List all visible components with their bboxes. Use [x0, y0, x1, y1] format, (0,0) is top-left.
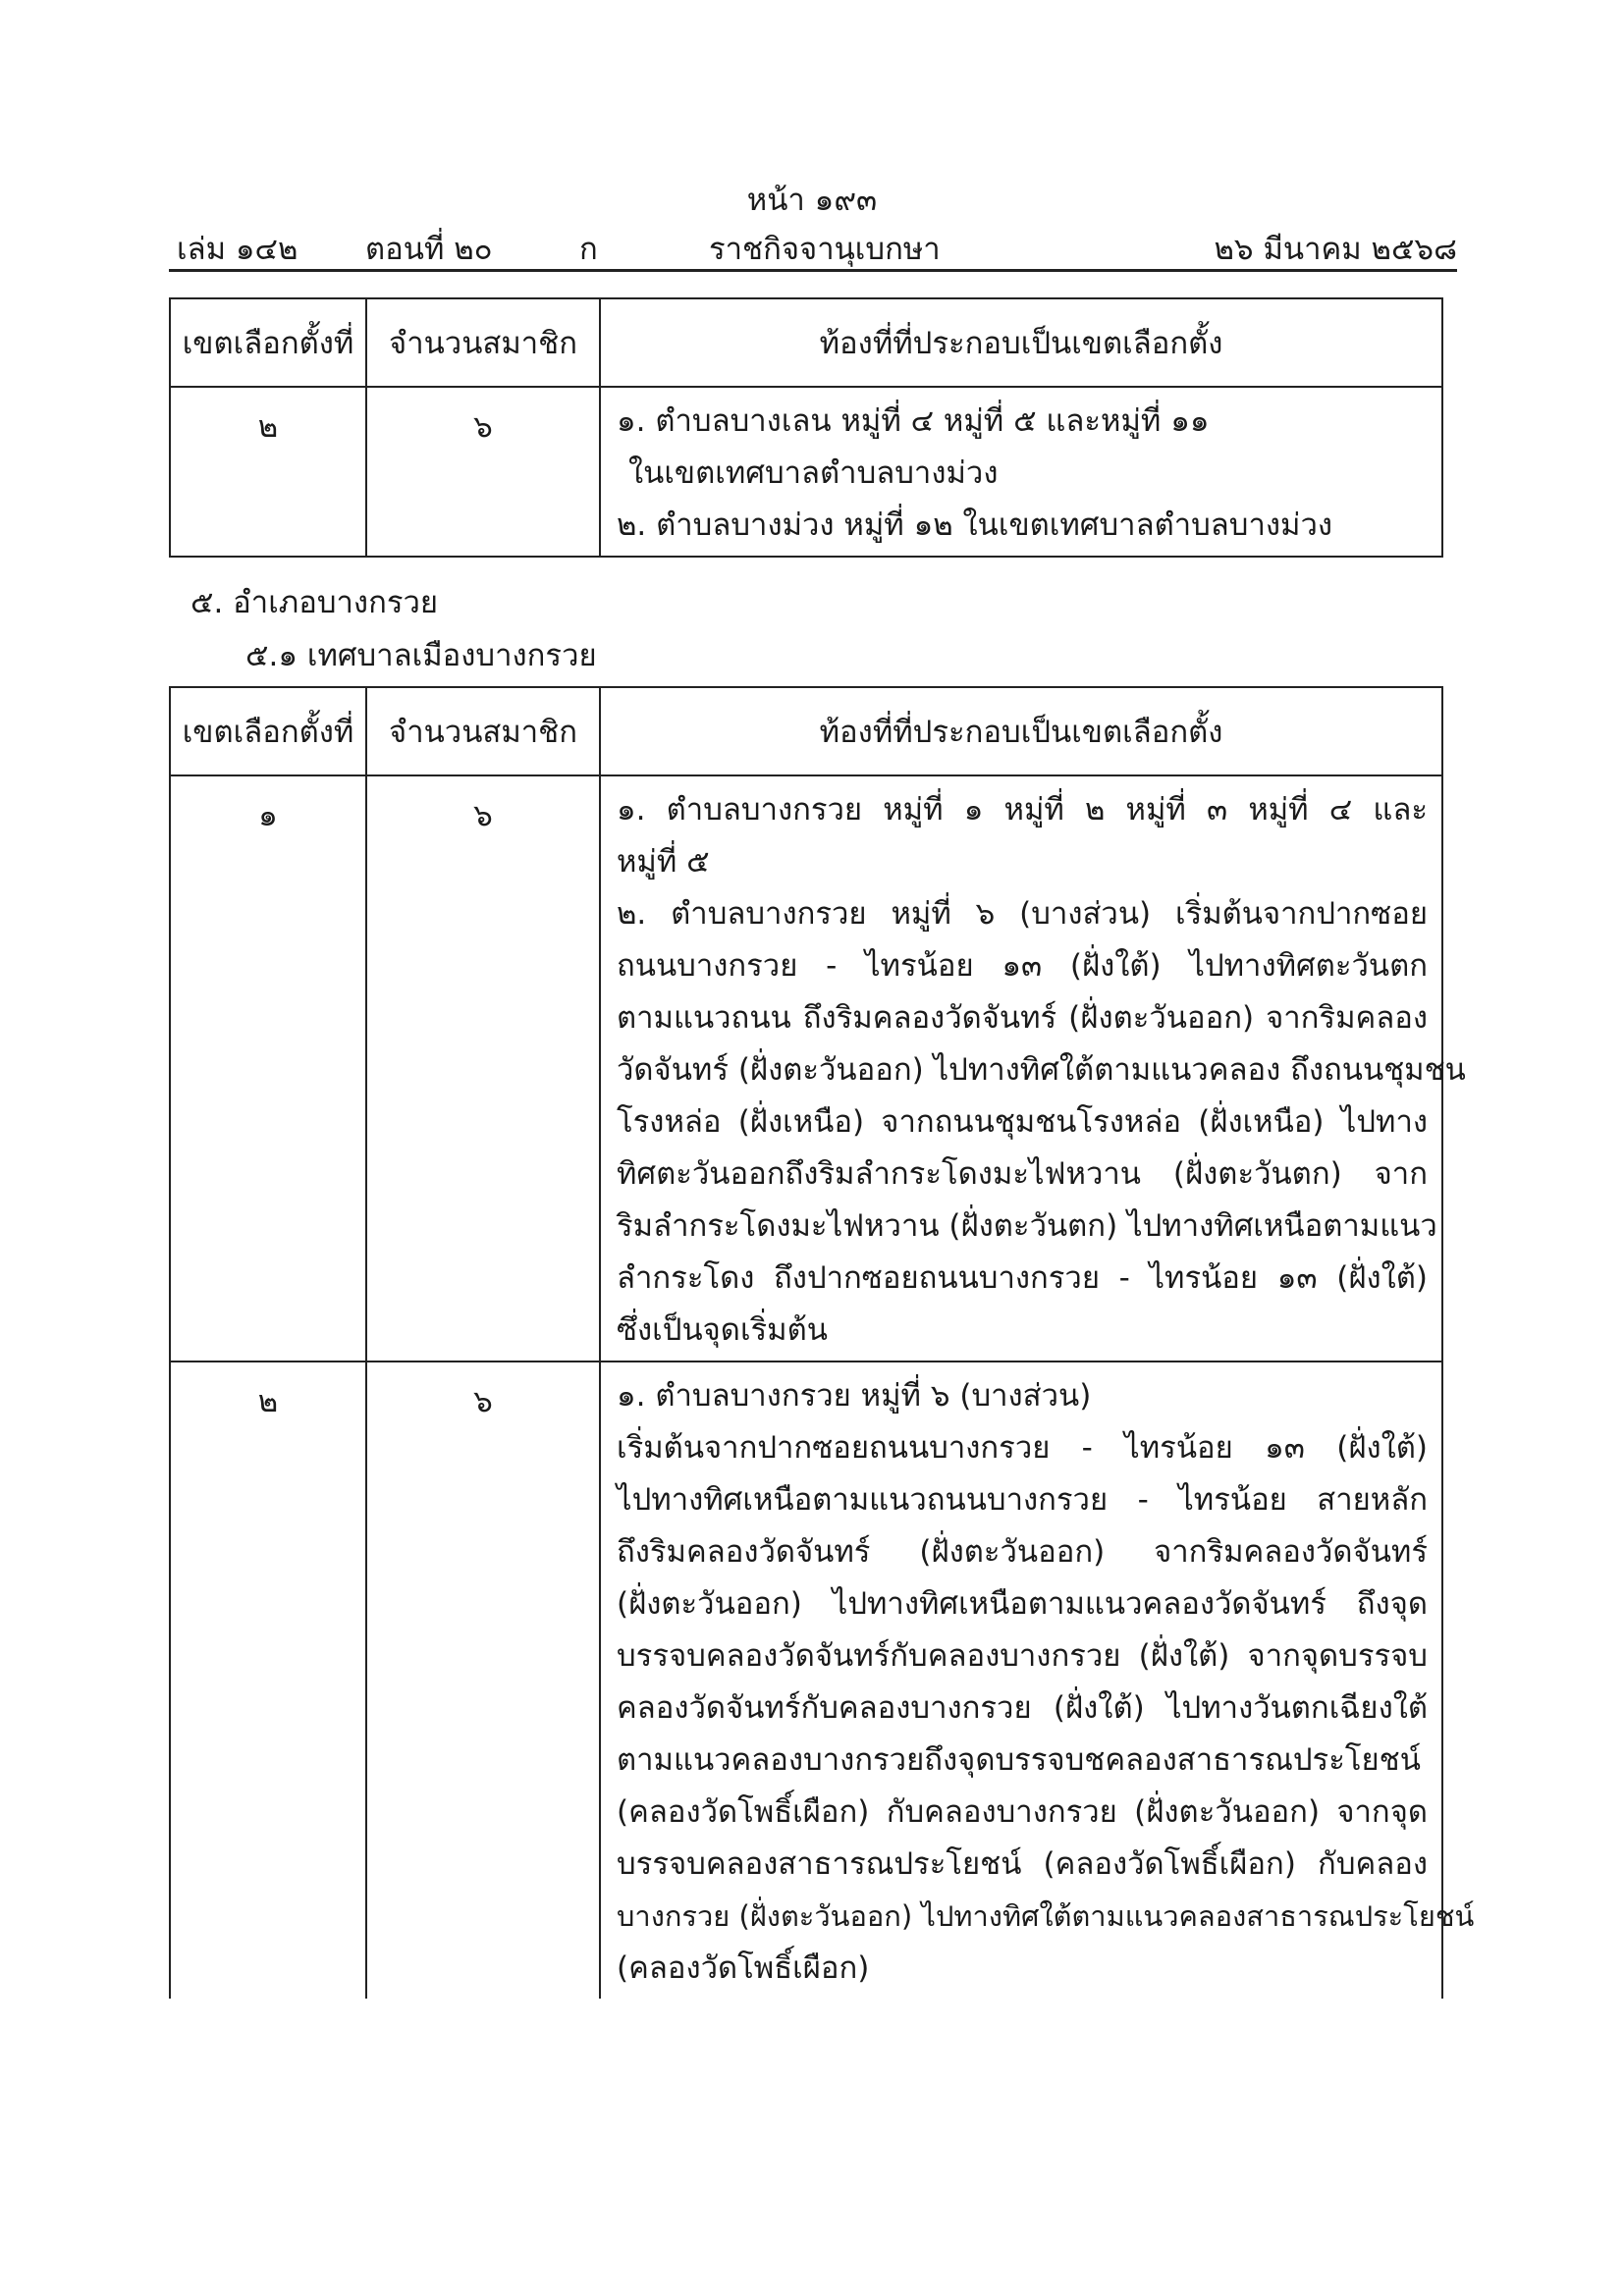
page-number: หน้า ๑๙๓: [746, 183, 878, 218]
publication-date: ๒๖ มีนาคม ๒๕๖๘: [1214, 232, 1457, 267]
section-heading: ๕. อำเภอบางกรวย: [190, 585, 439, 620]
area-line: บรรจบคลองวัดจันทร์กับคลองบางกรวย (ฝั่งใต้) จากจุดบรรจบ: [617, 1638, 1428, 1674]
area-line: (คลองวัดโพธิ์เผือก): [617, 1950, 870, 1986]
col-members-header: จำนวนสมาชิก: [366, 298, 600, 387]
table-header-row: [170, 687, 1442, 775]
publication-name: ราชกิจจานุเบกษา: [709, 232, 941, 267]
member-count: ๖: [366, 1362, 600, 1999]
area-description: [600, 1362, 1475, 1999]
col-area-header: ท้องที่ที่ประกอบเป็นเขตเลือกตั้ง: [600, 687, 1442, 775]
area-line: ถึงริมคลองวัดจันทร์ (ฝั่งตะวันออก) จากริมคลองวัดจันทร์: [617, 1534, 1428, 1570]
table-row: [170, 775, 1442, 1362]
area-line: (ฝั่งตะวันออก) ไปทางทิศเหนือตามแนวคลองวัดจันทร์ ถึงจุด: [617, 1586, 1428, 1622]
area-line: ๑. ตำบลบางกรวย หมู่ที่ ๑ หมู่ที่ ๒ หมู่ที่ ๓ หมู่ที่ ๔ และ: [617, 792, 1428, 828]
area-line: ๒. ตำบลบางกรวย หมู่ที่ ๖ (บางส่วน) เริ่มต้นจากปากซอย: [617, 896, 1428, 932]
member-count: ๖: [366, 387, 600, 557]
area-line: วัดจันทร์ (ฝั่งตะวันออก) ไปทางทิศใต้ตามแนวคลอง ถึงถนนชุมชน: [617, 1052, 1466, 1088]
gazette-header: [169, 224, 1457, 269]
area-line: บรรจบคลองสาธารณประโยชน์ (คลองวัดโพธิ์เผือก) กับคลอง: [617, 1846, 1428, 1882]
area-line: คลองวัดจันทร์กับคลองบางกรวย (ฝั่งใต้) ไปทางวันตกเฉียงใต้: [617, 1690, 1428, 1726]
issue-label: ตอนที่ ๒๐: [365, 232, 493, 267]
area-description: [600, 387, 1442, 557]
area-line: ในเขตเทศบาลตำบลบางม่วง: [628, 455, 999, 491]
area-line: ตามแนวถนน ถึงริมคลองวัดจันทร์ (ฝั่งตะวันออก) จากริมคลอง: [617, 1000, 1428, 1036]
area-description: [600, 775, 1466, 1362]
subsection-heading: ๕.๑ เทศบาลเมืองบางกรวย: [245, 638, 597, 673]
district-number: ๑: [170, 775, 366, 1362]
area-line: บางกรวย (ฝั่งตะวันออก) ไปทางทิศใต้ตามแนวคลองสาธารณประโยชน์: [617, 1899, 1475, 1933]
district-table-1: [169, 297, 1443, 558]
col-area-header: ท้องที่ที่ประกอบเป็นเขตเลือกตั้ง: [600, 298, 1442, 387]
area-line: ริมลำกระโดงมะไฟหวาน (ฝั่งตะวันตก) ไปทางทิศเหนือตามแนว: [617, 1208, 1437, 1244]
district-table-2: [169, 686, 1475, 1999]
area-line: ทิศตะวันออกถึงริมลำกระโดงมะไฟหวาน (ฝั่งตะวันตก) จาก: [617, 1156, 1428, 1192]
district-number: ๒: [170, 1362, 366, 1999]
col-district-header: เขตเลือกตั้งที่: [170, 298, 366, 387]
area-line: เริ่มต้นจากปากซอยถนนบางกรวย - ไทรน้อย ๑๓ (ฝั่งใต้): [617, 1430, 1428, 1466]
area-line: ๒. ตำบลบางม่วง หมู่ที่ ๑๒ ในเขตเทศบาลตำบลบางม่วง: [617, 507, 1332, 543]
area-line: (คลองวัดโพธิ์เผือก) กับคลองบางกรวย (ฝั่งตะวันออก) จากจุด: [617, 1794, 1428, 1830]
header-rule: [169, 269, 1457, 272]
area-line: ลำกระโดง ถึงปากซอยถนนบางกรวย - ไทรน้อย ๑๓ (ฝั่งใต้): [617, 1260, 1428, 1296]
area-line: ถนนบางกรวย - ไทรน้อย ๑๓ (ฝั่งใต้) ไปทางทิศตะวันตก: [617, 948, 1428, 984]
district-number: ๒: [170, 387, 366, 557]
area-line: ซึ่งเป็นจุดเริ่มต้น: [617, 1312, 828, 1348]
section-label: ก: [579, 232, 598, 267]
member-count: ๖: [366, 775, 600, 1362]
area-line: ๑. ตำบลบางเลน หมู่ที่ ๔ หมู่ที่ ๕ และหมู่ที่ ๑๑: [617, 403, 1210, 439]
area-line: โรงหล่อ (ฝั่งเหนือ) จากถนนชุมชนโรงหล่อ (ฝั่งเหนือ) ไปทาง: [617, 1104, 1428, 1140]
volume-label: เล่ม ๑๔๒: [177, 232, 298, 267]
col-district-header: เขตเลือกตั้งที่: [170, 687, 366, 775]
area-line: ๑. ตำบลบางกรวย หมู่ที่ ๖ (บางส่วน): [617, 1378, 1092, 1414]
table-row: [170, 387, 1442, 557]
table-header-row: [170, 298, 1442, 387]
area-line: ไปทางทิศเหนือตามแนวถนนบางกรวย - ไทรน้อย สายหลัก: [617, 1482, 1428, 1518]
area-line: หมู่ที่ ๕: [617, 844, 710, 880]
table-row: [170, 1362, 1442, 1999]
col-members-header: จำนวนสมาชิก: [366, 687, 600, 775]
area-line: ตามแนวคลองบางกรวยถึงจุดบรรจบชคลองสาธารณประโยชน์: [617, 1742, 1421, 1778]
